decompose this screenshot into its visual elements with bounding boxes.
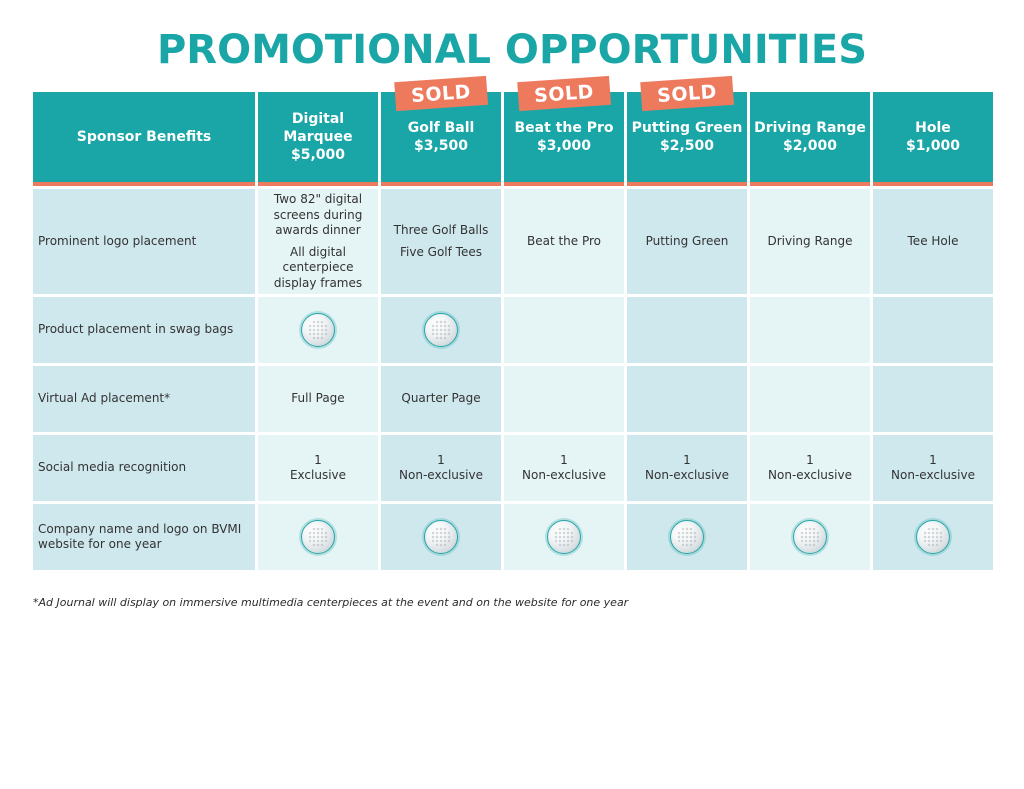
table-cell (258, 297, 378, 363)
footnote: *Ad Journal will display on immersive multimedia centerpieces at the event and on the website for one year (33, 596, 629, 609)
golf-ball-icon (424, 313, 458, 347)
row-label: Company name and logo on BVMI website for one year (33, 504, 255, 570)
cell-text: Three Golf Balls (393, 223, 489, 237)
table-cell (258, 435, 378, 501)
column-price: $3,500 (413, 138, 469, 154)
table-cell (381, 435, 501, 501)
table-row (33, 504, 993, 570)
table-cell (627, 504, 747, 570)
table-cell (504, 504, 624, 570)
header-sponsor-benefits: Sponsor Benefits (33, 92, 255, 186)
golf-ball-icon (670, 520, 704, 554)
cell-text: Non-exclusive (399, 468, 483, 482)
column-name: Golf Ball (407, 120, 475, 136)
cell-text: Non-exclusive (768, 468, 852, 482)
cell-text: Non-exclusive (645, 468, 729, 482)
cell-count: 1 (806, 452, 814, 467)
table-cell (750, 435, 870, 501)
header-putting-green (627, 80, 747, 186)
golf-ball-icon (424, 520, 458, 554)
table-cell: Beat the Pro (504, 189, 624, 294)
table-cell: Driving Range (750, 189, 870, 294)
header-beat-the-pro (504, 80, 624, 186)
table-cell (873, 297, 993, 363)
row-label: Prominent logo placement (33, 189, 255, 294)
header-driving-range (750, 92, 870, 186)
header-golf-ball (381, 80, 501, 186)
row-label: Social media recognition (33, 435, 255, 501)
table-cell (258, 189, 378, 294)
table-cell (258, 504, 378, 570)
header-hole (873, 92, 993, 186)
table-row (33, 435, 993, 501)
column-price: $5,000 (290, 147, 346, 163)
golf-ball-icon (793, 520, 827, 554)
header-digital-marquee (258, 92, 378, 186)
sold-badge: SOLD (640, 76, 734, 111)
column-price: $1,000 (905, 138, 961, 154)
table-row (33, 189, 993, 294)
table-row (33, 297, 993, 363)
cell-count: 1 (929, 452, 937, 467)
table-row (33, 366, 993, 432)
table-cell: Quarter Page (381, 366, 501, 432)
table-cell (504, 435, 624, 501)
column-name: Putting Green (631, 120, 743, 136)
column-price: $2,000 (782, 138, 838, 154)
cell-text: Non-exclusive (891, 468, 975, 482)
cell-count: 1 (560, 452, 568, 467)
cell-text: Exclusive (289, 468, 347, 482)
table-cell (627, 435, 747, 501)
cell-text: Five Golf Tees (400, 244, 482, 259)
table-cell (873, 366, 993, 432)
table-cell (750, 504, 870, 570)
cell-text: Non-exclusive (522, 468, 606, 482)
table-cell (873, 504, 993, 570)
table-cell (750, 366, 870, 432)
table-cell (873, 435, 993, 501)
table-cell: Full Page (258, 366, 378, 432)
page-title: PROMOTIONAL OPPORTUNITIES (156, 27, 868, 73)
golf-ball-icon (301, 313, 335, 347)
sold-badge: SOLD (394, 76, 488, 111)
table-cell (381, 189, 501, 294)
column-name: Hole (915, 120, 951, 136)
column-name: Digital Marquee (283, 111, 353, 145)
sold-badge: SOLD (517, 76, 611, 111)
row-label: Product placement in swag bags (33, 297, 255, 363)
golf-ball-icon (547, 520, 581, 554)
table-cell (627, 366, 747, 432)
table-cell (750, 297, 870, 363)
column-name: Beat the Pro (514, 120, 614, 136)
golf-ball-icon (301, 520, 335, 554)
table-cell (504, 366, 624, 432)
sponsorship-table (30, 80, 996, 573)
column-name: Driving Range (754, 120, 866, 136)
table-cell (627, 297, 747, 363)
table-cell: Tee Hole (873, 189, 993, 294)
column-price: $3,000 (536, 138, 592, 154)
cell-text: Two 82" digital screens during awards dinner (273, 192, 363, 237)
cell-count: 1 (314, 452, 322, 467)
cell-text: All digital centerpiece display frames (273, 244, 363, 290)
table-cell (504, 297, 624, 363)
golf-ball-icon (916, 520, 950, 554)
cell-count: 1 (683, 452, 691, 467)
table-cell (381, 504, 501, 570)
table-cell (381, 297, 501, 363)
row-label: Virtual Ad placement* (33, 366, 255, 432)
table-cell: Putting Green (627, 189, 747, 294)
column-price: $2,500 (659, 138, 715, 154)
cell-count: 1 (437, 452, 445, 467)
